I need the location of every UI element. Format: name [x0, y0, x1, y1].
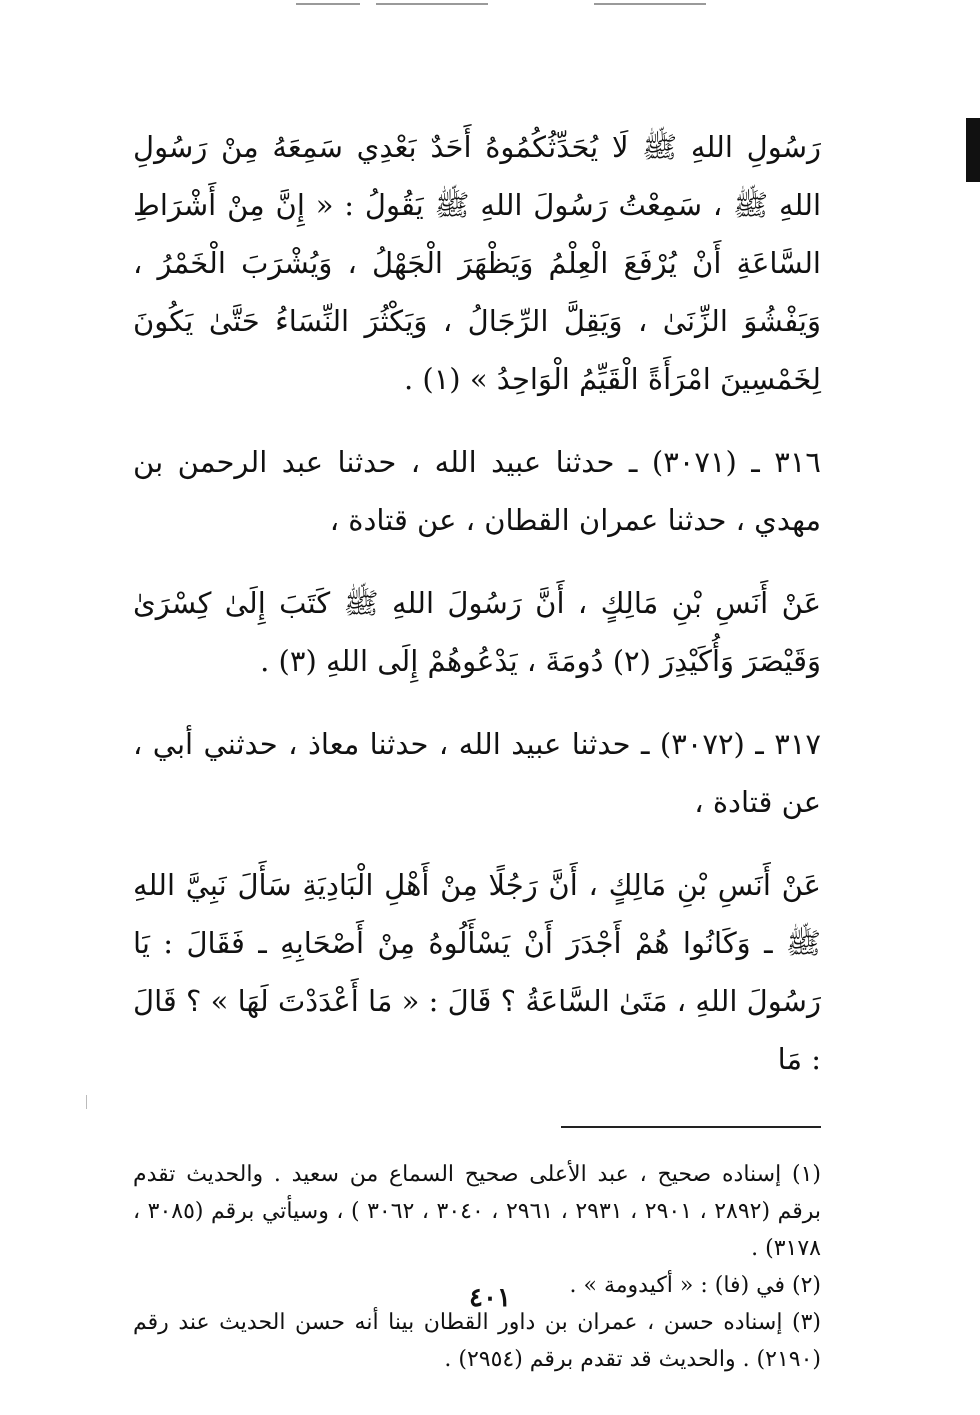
footnote-1: (١) إسناده صحيح ، عبد الأعلى صحيح السماع من سعيد . والحديث تقدم برقم (٢٨٩٢ ، ٢٩٠١ ، ٢٩٣١ ، ٢٩٦١ ، ٣٠٤٠ ، ٣٠٦٢ ) ، وسيأتي برقم (٣٠٨٥ ، ٣١٧٨) .: [133, 1162, 821, 1261]
margin-mark: [86, 1095, 90, 1109]
thumb-index-mark: [966, 118, 980, 182]
paragraph-gap: [133, 408, 821, 433]
footnote-separator: [561, 1126, 821, 1128]
top-rule-center: [376, 3, 488, 5]
paragraph-gap: [133, 549, 821, 574]
footnotes: [133, 1156, 821, 1378]
hadith-text-paragraph: عَنْ أَنَسِ بْنِ مَالِكٍ ، أَنَّ رَجُلًا مِنْ أَهْلِ الْبَادِيَةِ سَأَلَ نَبِيَّ اللهِ ﷺ ـ وَكَانُوا هُمْ أَجْدَرَ أَنْ يَسْأَلُوهُ مِنْ أَصْحَابِهِ ـ فَقَالَ : يَا رَسُولَ اللهِ ، مَتَىٰ السَّاعَةُ ؟ قَالَ : « مَا أَعْدَدْتَ لَهَا » ؟ قَالَ : مَا: [133, 868, 821, 1076]
footnote-2: (٢) في (فا) : « أكيدومة » .: [569, 1273, 821, 1298]
paragraph-gap: [133, 690, 821, 715]
page-body: [133, 118, 821, 1378]
isnad-paragraph-316: ٣١٦ ـ (٣٠٧١) ـ حدثنا عبيد الله ، حدثنا عبد الرحمن بن مهدي ، حدثنا عمران القطان ، عن قتادة ،: [133, 445, 822, 537]
isnad-paragraph-317: ٣١٧ ـ (٣٠٧٢) ـ حدثنا عبيد الله ، حدثنا معاذ ، حدثني أبي ، عن قتادة ،: [133, 727, 821, 819]
top-rule-right: [594, 3, 706, 5]
footnote-3: (٣) إسناده حسن ، عمران بن داور القطان بينا أنه حسن الحديث عند رقم (٢١٩٠) . والحديث قد تقدم برقم (٢٩٥٤) .: [133, 1310, 821, 1372]
page-number: ٤٠١: [469, 1283, 511, 1313]
hadith-text-paragraph: رَسُولِ اللهِ ﷺ لَا يُحَدِّثُكُمُوهُ أَحَدٌ بَعْدِي سَمِعَهُ مِنْ رَسُولِ اللهِ ﷺ ، سَمِعْتُ رَسُولَ اللهِ ﷺ يَقُولُ : « إِنَّ مِنْ أَشْرَاطِ السَّاعَةِ أَنْ يُرْفَعَ الْعِلْمُ وَيَظْهَرَ الْجَهْلُ ، وَيُشْرَبَ الْخَمْرُ ، وَيَفْشُوَ الزِّنَىٰ ، وَيَقِلَّ الرِّجَالُ ، وَيَكْثُرَ النِّسَاءُ حَتَّىٰ يَكُونَ لِخَمْسِينَ امْرَأَةً الْقَيِّمُ الْوَاحِدُ » (١) .: [133, 130, 821, 396]
paragraph-gap: [133, 831, 821, 856]
hadith-text-paragraph: عَنْ أَنَسِ بْنِ مَالِكٍ ، أَنَّ رَسُولَ اللهِ ﷺ كَتَبَ إِلَىٰ كِسْرَىٰ وَقَيْصَرَ وَأُكَيْدِرَ (٢) دُومَةَ ، يَدْعُوهُمْ إِلَى اللهِ (٣) .: [133, 586, 821, 678]
top-rule-left: [296, 3, 360, 5]
